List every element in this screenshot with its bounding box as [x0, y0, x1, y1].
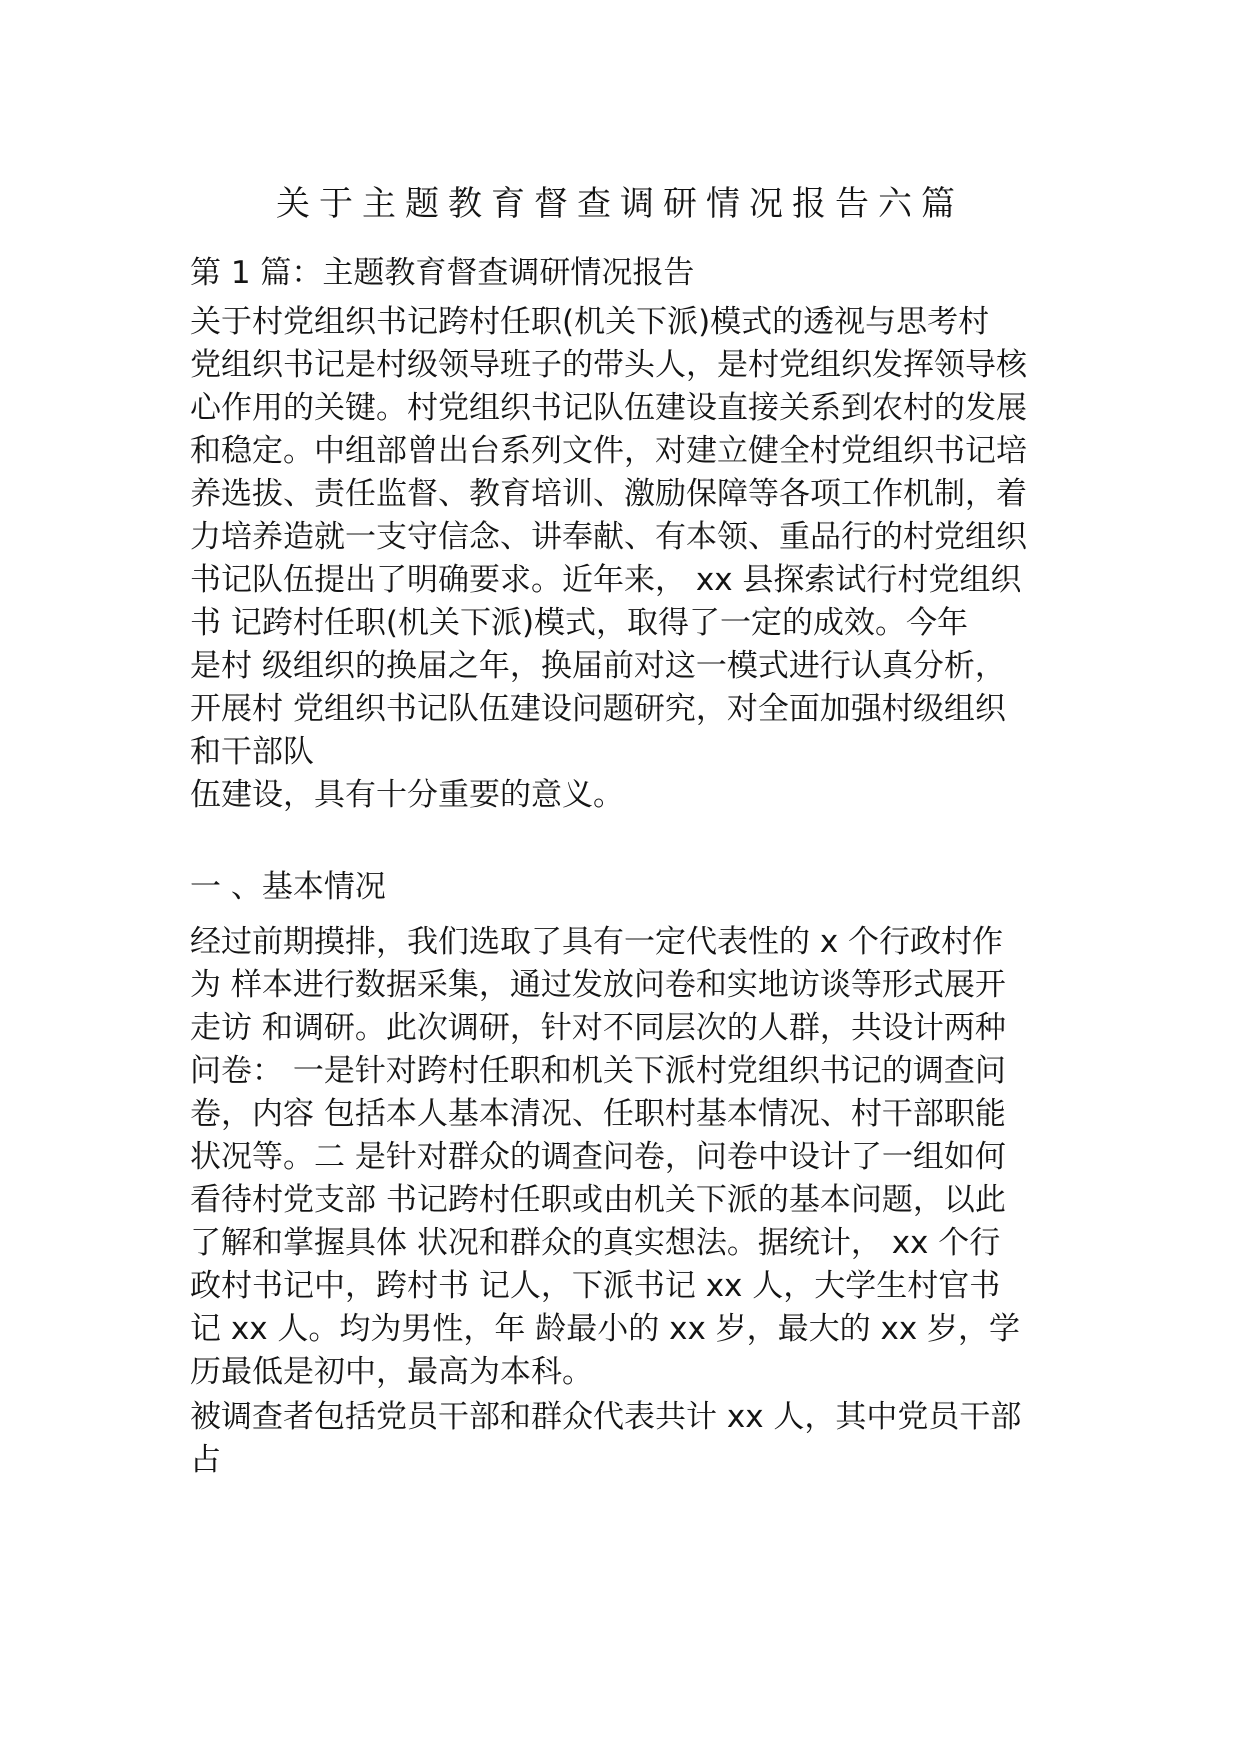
- paragraph-line: 走访 和调研。此次调研，针对不同层次的人群，共设计两种: [190, 1010, 1006, 1046]
- paragraph-line: 政村书记中，跨村书 记人，下派书记 xx 人，大学生村官书: [190, 1268, 1001, 1304]
- paragraph-line: 问卷： 一是针对跨村任职和机关下派村党组织书记的调查问: [190, 1053, 1006, 1089]
- paragraph-2: [190, 921, 1070, 1394]
- paragraph-line: 养选拔、责任监督、教育培训、激励保障等各项工作机制，着: [190, 476, 1027, 512]
- paragraph-line: 心作用的关键。村党组织书记队伍建设直接关系到农村的发展: [190, 390, 1027, 426]
- paragraph-line: 占: [190, 1442, 221, 1478]
- paragraph-line: 关于村党组织书记跨村任职(机关下派)模式的透视与思考村: [190, 304, 990, 340]
- paragraph-3: [190, 1396, 1070, 1482]
- document-title: 关于主题教育督查调研情况报告六篇: [276, 184, 964, 224]
- paragraph-line: 为 样本进行数据采集，通过发放问卷和实地访谈等形式展开: [190, 967, 1006, 1003]
- paragraph-line: 和稳定。中组部曾出台系列文件，对建立健全村党组织书记培: [190, 433, 1027, 469]
- paragraph-line: 卷，内容 包括本人基本清况、任职村基本情况、村干部职能: [190, 1096, 1006, 1132]
- paragraph-line: 历最低是初中，最高为本科。: [190, 1354, 593, 1390]
- section-heading: 第 1 篇：主题教育督查调研情况报告: [190, 255, 695, 291]
- subheading-basic-situation: 一 、基本情况: [190, 869, 386, 905]
- paragraph-line: 书记队伍提出了明确要求。近年来， xx 县探索试行村党组织: [190, 562, 1022, 598]
- paragraph-line: 记 xx 人。均为男性，年 龄最小的 xx 岁，最大的 xx 岁，学: [190, 1311, 1021, 1347]
- paragraph-line: 被调查者包括党员干部和群众代表共计 xx 人，其中党员干部: [190, 1399, 1022, 1435]
- paragraph-line: 书 记跨村任职(机关下派)模式，取得了一定的成效。今年: [190, 605, 969, 641]
- paragraph-line: 开展村 党组织书记队伍建设问题研究，对全面加强村级组织: [190, 691, 1006, 727]
- paragraph-line: 看待村党支部 书记跨村任职或由机关下派的基本问题，以此: [190, 1182, 1006, 1218]
- paragraph-line: 和干部队: [190, 734, 314, 770]
- paragraph-1: [190, 301, 1070, 817]
- paragraph-line: 经过前期摸排，我们选取了具有一定代表性的 x 个行政村作: [190, 924, 1004, 960]
- subheading-block: [190, 862, 1070, 912]
- paragraph-line: 党组织书记是村级领导班子的带头人，是村党组织发挥领导核: [190, 347, 1027, 383]
- paragraph-line: 力培养造就一支守信念、讲奉献、有本领、重品行的村党组织: [190, 519, 1027, 555]
- paragraph-line: 状况等。二 是针对群众的调查问卷，问卷中设计了一组如何: [190, 1139, 1006, 1175]
- paragraph-line: 了解和掌握具体 状况和群众的真实想法。据统计， xx 个行: [190, 1225, 1001, 1261]
- section-heading-block: [190, 248, 1070, 298]
- paragraph-line: 是村 级组织的换届之年，换届前对这一模式进行认真分析，: [190, 648, 1006, 684]
- paragraph-line: 伍建设，具有十分重要的意义。: [190, 777, 624, 813]
